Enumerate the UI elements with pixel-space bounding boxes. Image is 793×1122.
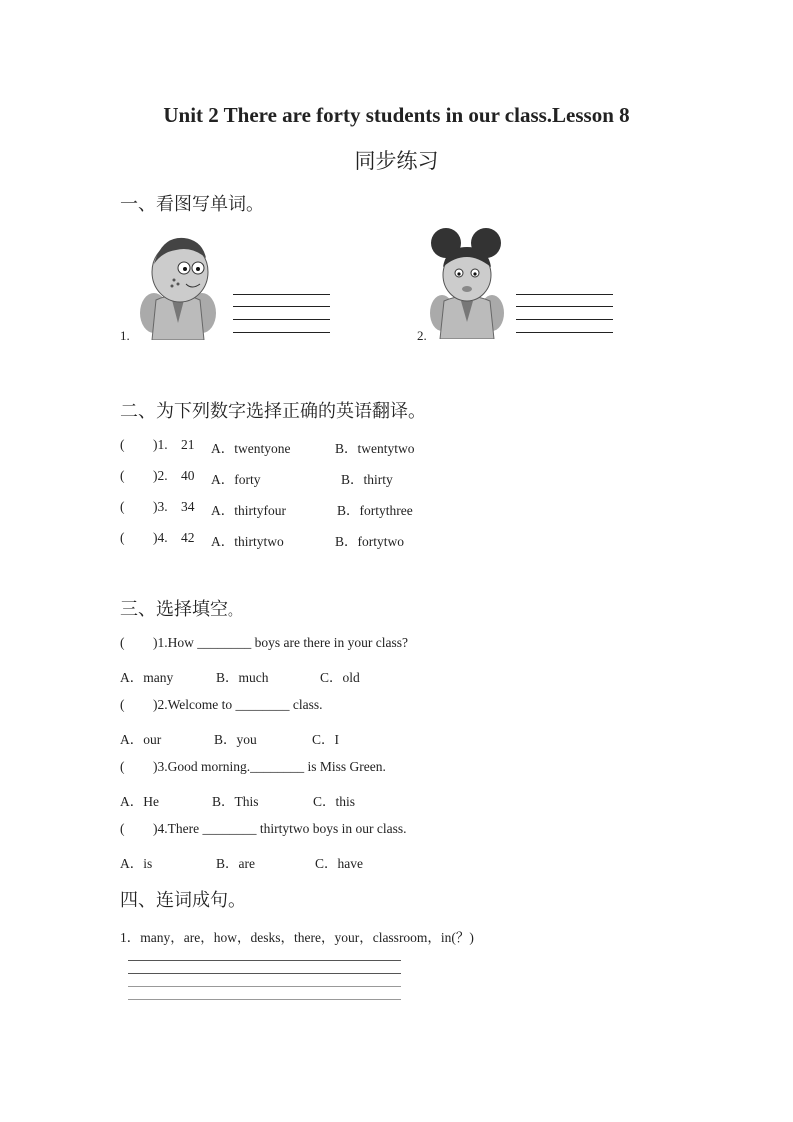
item-1-number: 1. <box>120 328 130 343</box>
page-title: Unit 2 There are forty students in our class.Lesson 8 <box>163 103 630 127</box>
s3-q3-option-b: B．This <box>212 794 259 809</box>
s2-q4-option-a: A．thirtytwo <box>211 534 284 549</box>
s2-q4-num: )4. <box>153 530 168 545</box>
s2-q4-paren[interactable]: ( <box>120 530 125 545</box>
s2-q2-num: )2. <box>153 468 168 483</box>
s2-q4-number: 42 <box>181 530 195 545</box>
s2-q1-paren[interactable]: ( <box>120 437 125 452</box>
s3-q1-paren[interactable]: ( <box>120 635 125 650</box>
s3-q1-text: )1.How ________ boys are there in your class? <box>153 635 408 650</box>
s2-q2-option-b: B．thirty <box>341 472 393 487</box>
s3-q2-text: )2.Welcome to ________ class. <box>153 697 323 712</box>
s2-q1-num: )1. <box>153 437 168 452</box>
section-1-heading: 一、看图写单词。 <box>120 194 264 215</box>
section-4-heading: 四、连词成句。 <box>120 890 246 911</box>
s3-q4-paren[interactable]: ( <box>120 821 125 836</box>
s2-q2-number: 40 <box>181 468 195 483</box>
s3-q1-option-a: A．many <box>120 670 174 685</box>
s3-q2-option-c: C．I <box>312 732 339 747</box>
girl-illustration <box>426 227 508 339</box>
s2-q3-paren[interactable]: ( <box>120 499 125 514</box>
s3-q1-option-c: C．old <box>320 670 360 685</box>
s3-q4-option-b: B．are <box>216 856 255 871</box>
boy-illustration <box>132 228 224 340</box>
item-2-number: 2. <box>417 328 427 343</box>
section-3-heading: 三、选择填空。 <box>120 599 242 620</box>
s3-q3-option-c: C．this <box>313 794 356 809</box>
s3-q1-option-b: B．much <box>216 670 269 685</box>
s2-q1-option-b: B．twentytwo <box>335 441 415 456</box>
s3-q3-option-a: A．He <box>120 794 159 809</box>
s3-q3-paren[interactable]: ( <box>120 759 125 774</box>
s2-q2-option-a: A．forty <box>211 472 261 487</box>
s2-q3-option-b: B．fortythree <box>337 503 413 518</box>
s3-q4-text: )4.There ________ thirtytwo boys in our class. <box>153 821 407 836</box>
s2-q1-number: 21 <box>181 437 195 452</box>
s3-q2-paren[interactable]: ( <box>120 697 125 712</box>
section-2-heading: 二、为下列数字选择正确的英语翻译。 <box>120 401 426 422</box>
page-subtitle: 同步练习 <box>354 149 439 173</box>
s2-q3-num: )3. <box>153 499 168 514</box>
s2-q2-paren[interactable]: ( <box>120 468 125 483</box>
s3-q4-option-c: C．have <box>315 856 363 871</box>
s4-q1-text: 1．many，are，how，desks，there，your，classroom，in(？) <box>120 930 474 945</box>
s2-q1-option-a: A．twentyone <box>211 441 291 456</box>
s3-q2-option-a: A．our <box>120 732 162 747</box>
s3-q2-option-b: B．you <box>214 732 257 747</box>
s3-q3-text: )3.Good morning.________ is Miss Green. <box>153 759 386 774</box>
s2-q4-option-b: B．fortytwo <box>335 534 404 549</box>
s2-q3-option-a: A．thirtyfour <box>211 503 286 518</box>
s3-q4-option-a: A．is <box>120 856 153 871</box>
s2-q3-number: 34 <box>181 499 195 514</box>
